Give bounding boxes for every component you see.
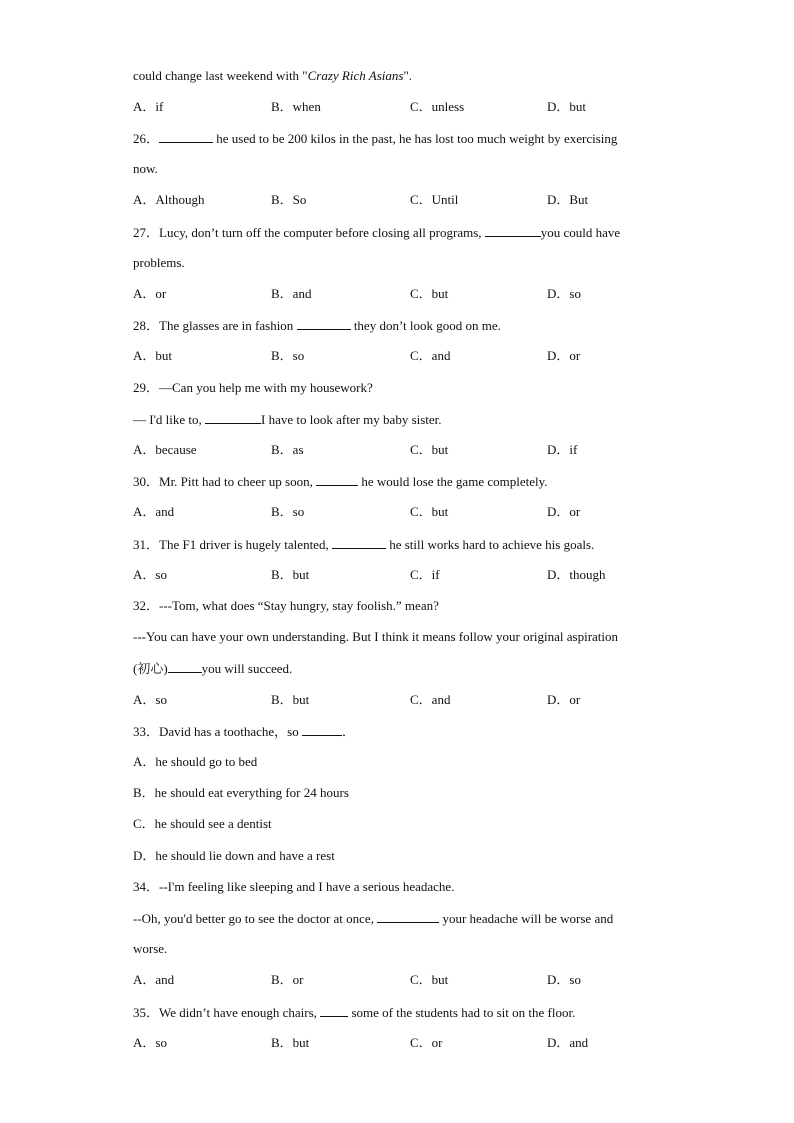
option-c: C．unless [410, 99, 465, 114]
option-d: D．though [547, 567, 606, 582]
option-d: D．or [547, 504, 581, 519]
dialogue-line: —Can you help me with my housework? [159, 380, 373, 395]
option-b: B．but [271, 567, 310, 582]
question-35 [133, 1004, 663, 1021]
option-b: B．so [271, 348, 305, 363]
option-d: D．or [547, 348, 581, 363]
option-d: D．so [547, 972, 581, 987]
intro-end: ". [403, 68, 413, 83]
option-b: B．but [271, 1035, 310, 1050]
question-32-options [133, 692, 663, 708]
option-b: B．so [271, 504, 305, 519]
option-a: A．Although [133, 192, 205, 207]
question-number: 27． [133, 225, 160, 240]
answer-blank [316, 473, 358, 486]
question-28 [133, 317, 663, 334]
option-d: D．if [547, 442, 578, 457]
question-26-cont: now. [133, 161, 158, 176]
option-c: C．if [410, 567, 440, 582]
option-d: D．or [547, 692, 581, 707]
question-text: The F1 driver is hugely talented, [159, 537, 332, 552]
question-30-options [133, 504, 663, 520]
option-a: A．so [133, 1035, 167, 1050]
option-a: A．because [133, 442, 197, 457]
option-a: A．but [133, 348, 173, 363]
question-29-options [133, 442, 663, 458]
question-text: We didn’t have enough chairs, [159, 1005, 321, 1020]
answer-blank [485, 224, 541, 237]
question-35-options [133, 1035, 663, 1051]
question-text: he used to be 200 kilos in the past, he has lost too much weight by exercising [213, 131, 618, 146]
option-d: D．But [547, 192, 589, 207]
choice-b: B．he should eat everything for 24 hours [133, 785, 349, 800]
question-number: 29． [133, 380, 160, 395]
option-b: B．So [271, 192, 307, 207]
option-c: C．and [410, 348, 451, 363]
option-a: A．and [133, 504, 175, 519]
question-32-reply-cont [133, 660, 663, 677]
choice-d: D．he should lie down and have a rest [133, 848, 335, 863]
question-number: 33． [133, 724, 160, 739]
dialogue-text-end: I have to look after my baby sister. [261, 412, 442, 427]
question-32 [133, 598, 663, 614]
question-34 [133, 879, 663, 895]
answer-blank [302, 723, 342, 736]
question-number: 35． [133, 1005, 160, 1020]
choice-c: C．he should see a dentist [133, 816, 272, 831]
option-c: C．but [410, 286, 449, 301]
dialogue-text-end: your headache will be worse and [439, 911, 614, 926]
question-29-reply [133, 411, 663, 428]
question-text: Lucy, don’t turn off the computer before closing all programs, [159, 225, 485, 240]
question-text-end: ． [341, 724, 355, 739]
option-a: A．so [133, 692, 167, 707]
movie-title: Crazy Rich Asians [307, 68, 404, 83]
answer-blank [159, 130, 213, 143]
option-b: B．but [271, 692, 310, 707]
dialogue-text-end: you will succeed. [201, 661, 293, 676]
question-31-options [133, 567, 663, 583]
option-c: C．but [410, 442, 449, 457]
option-c: C．but [410, 972, 449, 987]
question-text-end: you could have [540, 225, 621, 240]
question-number: 31． [133, 537, 160, 552]
question-26-options [133, 192, 663, 208]
question-text-end: some of the students had to sit on the floor. [348, 1005, 576, 1020]
answer-blank [168, 660, 202, 673]
option-c: C．or [410, 1035, 443, 1050]
question-25-continuation [133, 68, 663, 84]
question-26 [133, 130, 663, 147]
intro-text: could change last weekend with " [133, 68, 308, 83]
question-number: 28． [133, 318, 160, 333]
question-29 [133, 380, 663, 396]
question-34-cont: worse. [133, 941, 168, 956]
question-31 [133, 536, 663, 553]
option-d: D．and [547, 1035, 589, 1050]
question-30 [133, 473, 663, 490]
question-text: Mr. Pitt had to cheer up soon, [159, 474, 317, 489]
answer-blank [332, 536, 386, 549]
question-text: The glasses are in fashion [159, 318, 297, 333]
question-32-reply: ---You can have your own understanding. But I think it means follow your original aspiration [133, 629, 619, 644]
option-b: B．when [271, 99, 321, 114]
answer-blank [205, 411, 261, 424]
question-27-cont: problems. [133, 255, 185, 270]
dialogue-line: --I'm feeling like sleeping and I have a serious headache. [159, 879, 455, 894]
option-c: C．and [410, 692, 451, 707]
option-a: A．and [133, 972, 175, 987]
question-number: 30． [133, 474, 160, 489]
option-b: B．and [271, 286, 312, 301]
option-c: C．but [410, 504, 449, 519]
question-number: 34． [133, 879, 160, 894]
question-text-end: they don’t look good on me. [350, 318, 501, 333]
answer-blank [377, 910, 439, 923]
question-28-options [133, 348, 663, 364]
question-27 [133, 224, 663, 241]
choice-a: A．he should go to bed [133, 754, 258, 769]
dialogue-text: --Oh, you'd better go to see the doctor at once, [133, 911, 378, 926]
question-number: 26． [133, 131, 160, 146]
dialogue-text: (初心) [133, 661, 168, 676]
option-a: A．or [133, 286, 167, 301]
option-a: A．if [133, 99, 164, 114]
question-25-options [133, 99, 663, 115]
option-d: D．but [547, 99, 587, 114]
dialogue-text: — I'd like to, [133, 412, 206, 427]
question-34-reply [133, 910, 663, 927]
answer-blank [297, 317, 351, 330]
dialogue-line: ---Tom, what does “Stay hungry, stay foolish.” mean? [159, 598, 439, 613]
option-b: B．as [271, 442, 304, 457]
question-33 [133, 723, 663, 740]
option-a: A．so [133, 567, 167, 582]
answer-blank [320, 1004, 348, 1017]
question-number: 32． [133, 598, 160, 613]
question-27-options [133, 286, 663, 302]
option-b: B．or [271, 972, 304, 987]
question-text-end: he would lose the game completely. [358, 474, 548, 489]
option-d: D．so [547, 286, 581, 301]
question-text: David has a toothache，so [159, 724, 302, 739]
question-34-options [133, 972, 663, 988]
option-c: C．Until [410, 192, 459, 207]
question-text-end: he still works hard to achieve his goals. [385, 537, 595, 552]
